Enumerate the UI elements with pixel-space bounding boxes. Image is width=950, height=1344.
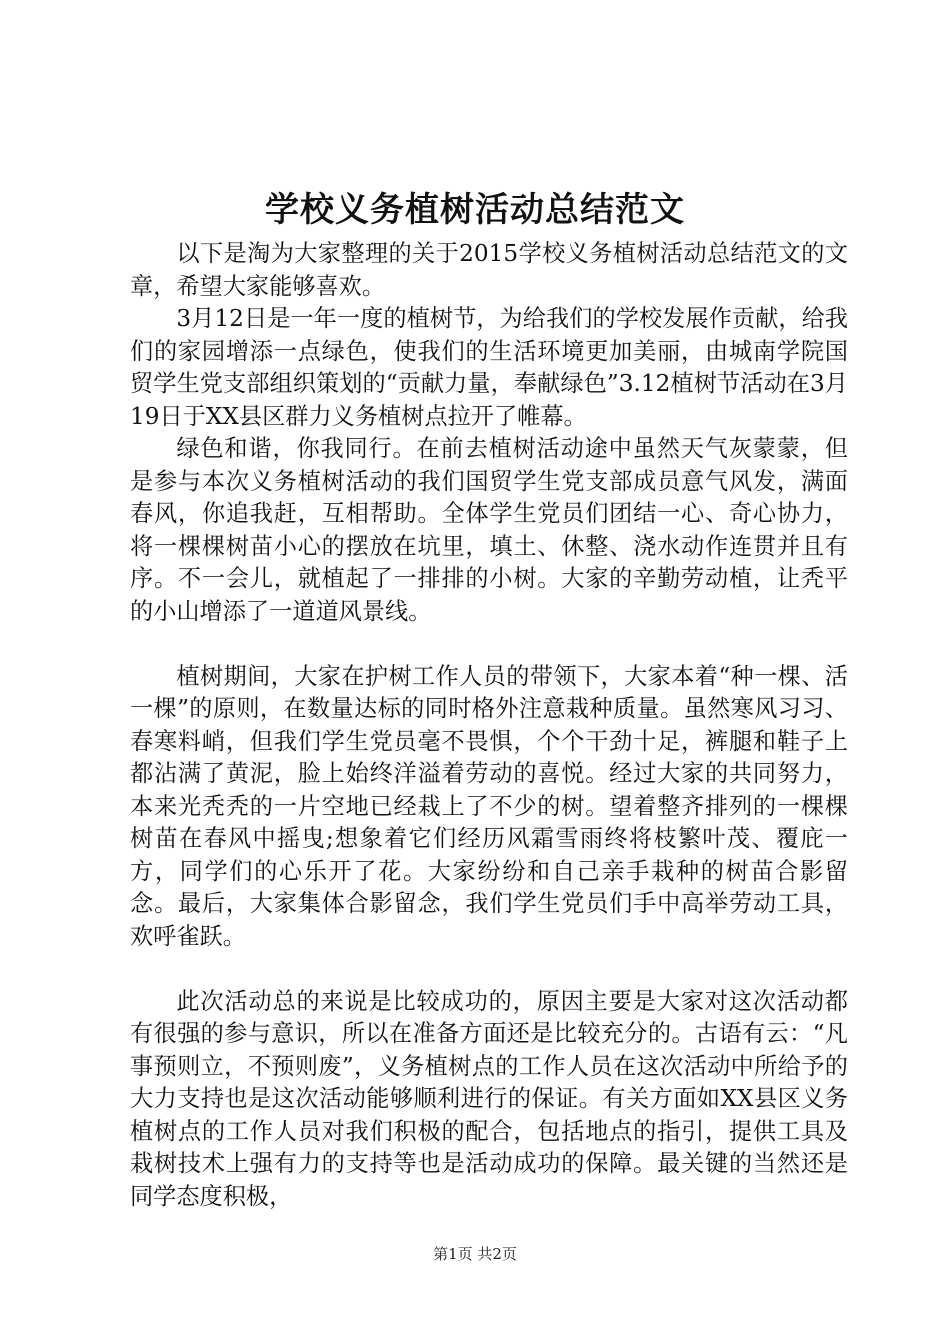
paragraph-green-harmony: 绿色和谐，你我同行。在前去植树活动途中虽然天气灰蒙蒙，但是参与本次义务植树活动的我们国贸学生党支部成员意气风发，满面春风，你追我赶，互相帮助。全体学生党员们团结一心、奇心协力，将一棵棵树苗小心的摆放在坑里，填土、休整、浇水动作连贯并且有序。不一会儿，就植起了一排排的小树。大家的辛勤劳动植，让秃平的小山增添了一道道风景线。 bbox=[130, 435, 848, 625]
paragraph-intro: 以下是淘为大家整理的关于2015学校义务植树活动总结范文的文章，希望大家能够喜欢。 bbox=[130, 240, 848, 300]
document-body bbox=[130, 238, 848, 1213]
paragraph-planting-period: 植树期间，大家在护树工作人员的带领下，大家本着“种一棵、活一棵”的原则，在数量达标的同时格外注意栽种质量。虽然寒风习习、春寒料峭，但我们学生党员毫不畏惧，个个干劲十足，裤腿和鞋子上都沾满了黄泥，脸上始终洋溢着劳动的喜悦。经过大家的共同努力，本来光秃秃的一片空地已经栽上了不少的树。望着整齐排列的一棵棵树苗在春风中摇曳;想象着它们经历风霜雪雨终将枝繁叶茂、覆庇一方，同学们的心乐开了花。大家纷纷和自己亲手栽种的树苗合影留念。最后，大家集体合影留念，我们学生党员们手中高举劳动工具，欢呼雀跃。 bbox=[130, 662, 848, 950]
paragraph-summary: 此次活动总的来说是比较成功的，原因主要是大家对这次活动都有很强的参与意识，所以在准备方面还是比较充分的。古语有云：“凡事预则立，不预则废”，义务植树点的工作人员在这次活动中所给予的大力支持也是这次活动能够顺利进行的保证。有关方面如XX县区义务植树点的工作人员对我们积极的配合，包括地点的指引，提供工具及栽树技术上强有力的支持等也是活动成功的保障。最关键的当然还是同学态度积极， bbox=[130, 987, 848, 1210]
document-title: 学校义务植树活动总结范文 bbox=[265, 190, 685, 230]
paragraph-event-opening: 3月12日是一年一度的植树节，为给我们的学校发展作贡献，给我们的家园增添一点绿色，使我们的生活环境更加美丽，由城南学院国贸学生党支部组织策划的“贡献力量，奉献绿色”3.12植树节活动在3月19日于XX县区群力义务植树点拉开了帷幕。 bbox=[130, 305, 848, 430]
page-number-footer: 第1页 共2页 bbox=[433, 1245, 517, 1263]
